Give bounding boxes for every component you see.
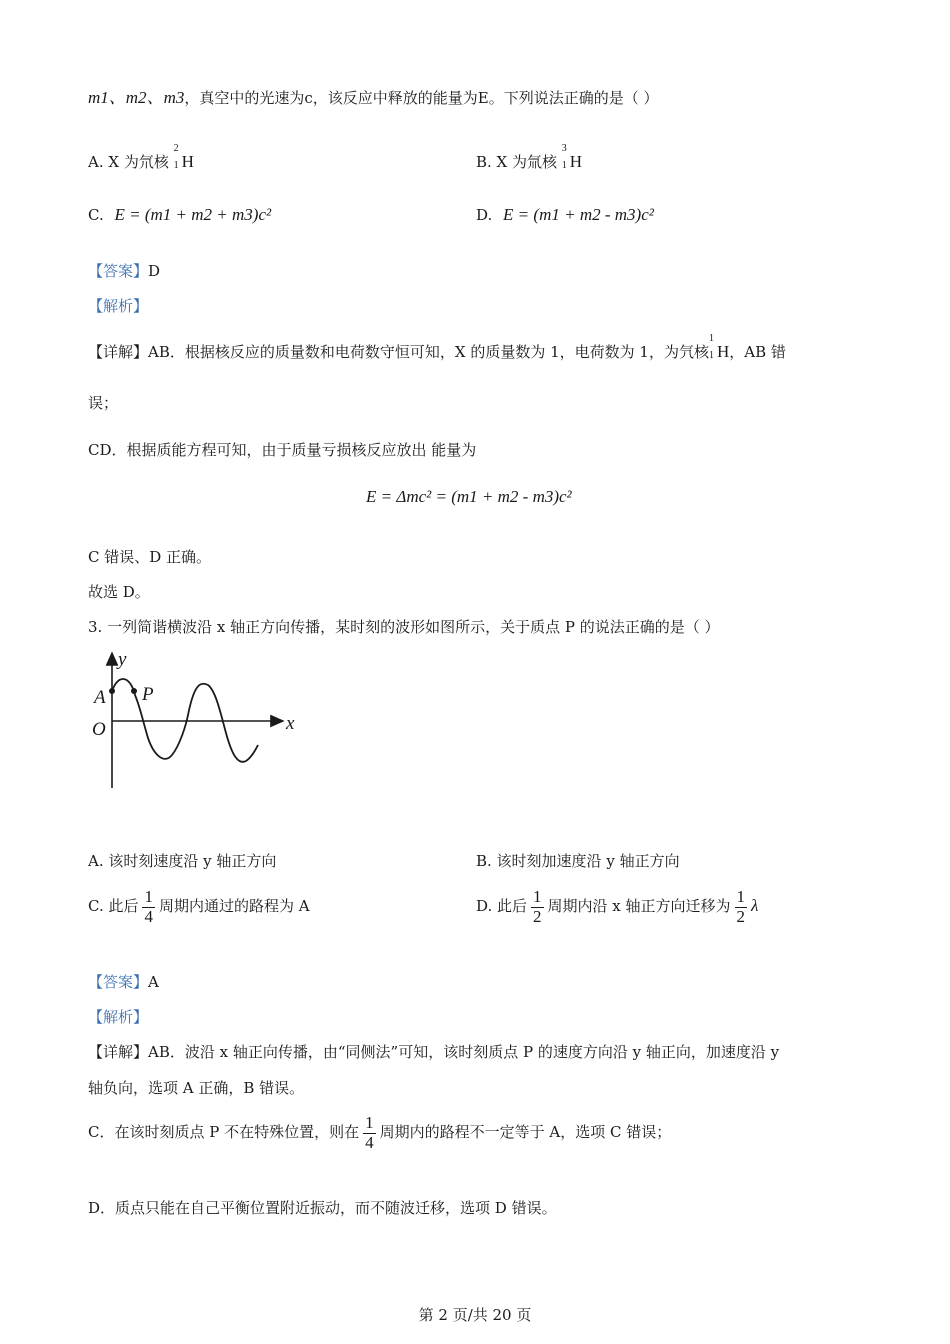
point-p-label: P [142,684,154,705]
detail-text: AB．根据核反应的质量数和电荷数守恒可知，X 的质量数为 1，电荷数为 1，为氕核 [148,343,709,361]
nuclide-symbol: H [569,152,583,171]
nuclide-symbol: H [181,152,194,171]
q3-option-b: B. 该时刻加速度沿 y 轴正方向 [476,852,680,870]
numerator: 1 [365,1113,374,1132]
q3-answer [88,973,159,991]
q3-option-c-pre: C. 此后 [88,897,139,916]
q2-option-c [88,205,271,225]
q3-analysis-tag: 【解析】 [88,1008,149,1026]
detail-tag: 【详解】 [88,343,149,361]
deuterium-nuclide [173,143,194,172]
point-p-dot [131,688,137,694]
q2-detail-line1 [88,333,786,362]
q3-option-a: A. 该时刻速度沿 y 轴正方向 [88,852,277,870]
q2-option-c-formula: E = (m1 + m2 + m3)c² [114,205,272,224]
mass-symbols: m1、m2、m3 [88,88,185,107]
m1: m1 [88,88,109,107]
point-a-dot [109,688,115,694]
q2-detail-line5: 故选 D。 [88,583,150,601]
q2-option-b [476,143,583,172]
m3: m3 [163,88,185,107]
answer-tag: 【答案】 [88,262,149,280]
detail-tag: 【详解】 [88,1043,149,1061]
denominator: 4 [144,906,153,926]
q3-option-d-pre: D. 此后 [476,897,528,916]
q3-detail-line4: D．质点只能在自己平衡位置附近振动，而不随波迁移，选项 D 错误。 [88,1199,557,1217]
denominator: 2 [736,906,746,926]
nuclide-charge: 1 [561,160,567,171]
q2-detail-line3: CD．根据质能方程可知，由于质量亏损核反应放出 能量为 [88,441,477,459]
numerator: 1 [144,887,153,906]
q3-option-d [476,888,758,926]
lambda-symbol: λ [751,896,759,916]
denominator: 2 [533,906,542,926]
q2-analysis-tag: 【解析】 [88,297,149,315]
q2-option-a-text: A. X 为氘核 [88,153,169,171]
nuclide-charge: 1 [708,350,714,361]
y-axis-label: y [118,649,127,670]
detail-line3-pre: C．在该时刻质点 P 不在特殊位置，则在 [88,1123,360,1142]
amplitude-label: A [94,687,106,708]
q3-detail-line3 [88,1114,671,1152]
q3-option-d-mid: 周期内沿 x 轴正方向迁移为 [547,897,731,916]
detail-text-tail: ，AB 错 [729,343,786,361]
q2-detail-line4: C 错误、D 正确。 [88,548,212,566]
x-axis-label: x [286,713,295,734]
answer-tag: 【答案】 [88,973,149,991]
fraction [142,888,155,926]
q2-option-b-text: B. X 为氚核 [476,153,558,171]
q3-detail-line2: 轴负向，选项 A 正确，B 错误。 [88,1079,305,1097]
denominator: 4 [365,1132,374,1152]
nuclide-mass: 2 [173,143,179,154]
q2-detail-line2: 误； [88,394,119,412]
origin-label: O [92,719,106,740]
q2-detail-formula: E = Δmc² = (m1 + m2 - m3)c² [366,487,572,506]
m2: m2 [125,88,147,107]
q2-option-c-label: C. [88,206,104,224]
q3-stem: 3. 一列简谐横波沿 x 轴正方向传播，某时刻的波形如图所示，关于质点 P 的说法正确的是（ ） [88,618,720,636]
page-footer: 第 2 页/共 20 页 [418,1306,532,1324]
q3-option-c [88,888,310,926]
protium-nuclide [708,333,730,362]
wave-figure [88,645,308,795]
q2-answer [88,262,160,280]
fraction [735,888,748,926]
fraction [531,888,544,926]
numerator: 1 [736,887,746,906]
nuclide-symbol: H [716,342,730,361]
q2-option-d-label: D. [476,206,493,224]
detail-line3-post: 周期内的路程不一定等于 A，选项 C 错误； [379,1123,672,1142]
q2-stem-text: ，真空中的光速为c，该反应中释放的能量为E。下列说法正确的是（ ） [184,89,659,107]
q3-option-c-post: 周期内通过的路程为 A [158,897,310,916]
nuclide-mass: 1 [708,333,714,344]
q2-option-a [88,143,194,172]
detail-text: AB．波沿 x 轴正向传播，由“同侧法”可知，该时刻质点 P 的速度方向沿 y 轴正向，加速度沿 y [148,1043,780,1061]
q2-option-d [476,205,654,225]
q2-option-d-formula: E = (m1 + m2 - m3)c² [503,205,654,224]
q2-stem [88,88,658,108]
q3-detail-line1 [88,1043,779,1061]
fraction [363,1114,376,1152]
tritium-nuclide [561,143,583,172]
nuclide-mass: 3 [561,143,567,154]
numerator: 1 [533,887,542,906]
answer-value: D [148,262,161,280]
answer-value: A [148,973,159,991]
nuclide-charge: 1 [173,160,179,171]
